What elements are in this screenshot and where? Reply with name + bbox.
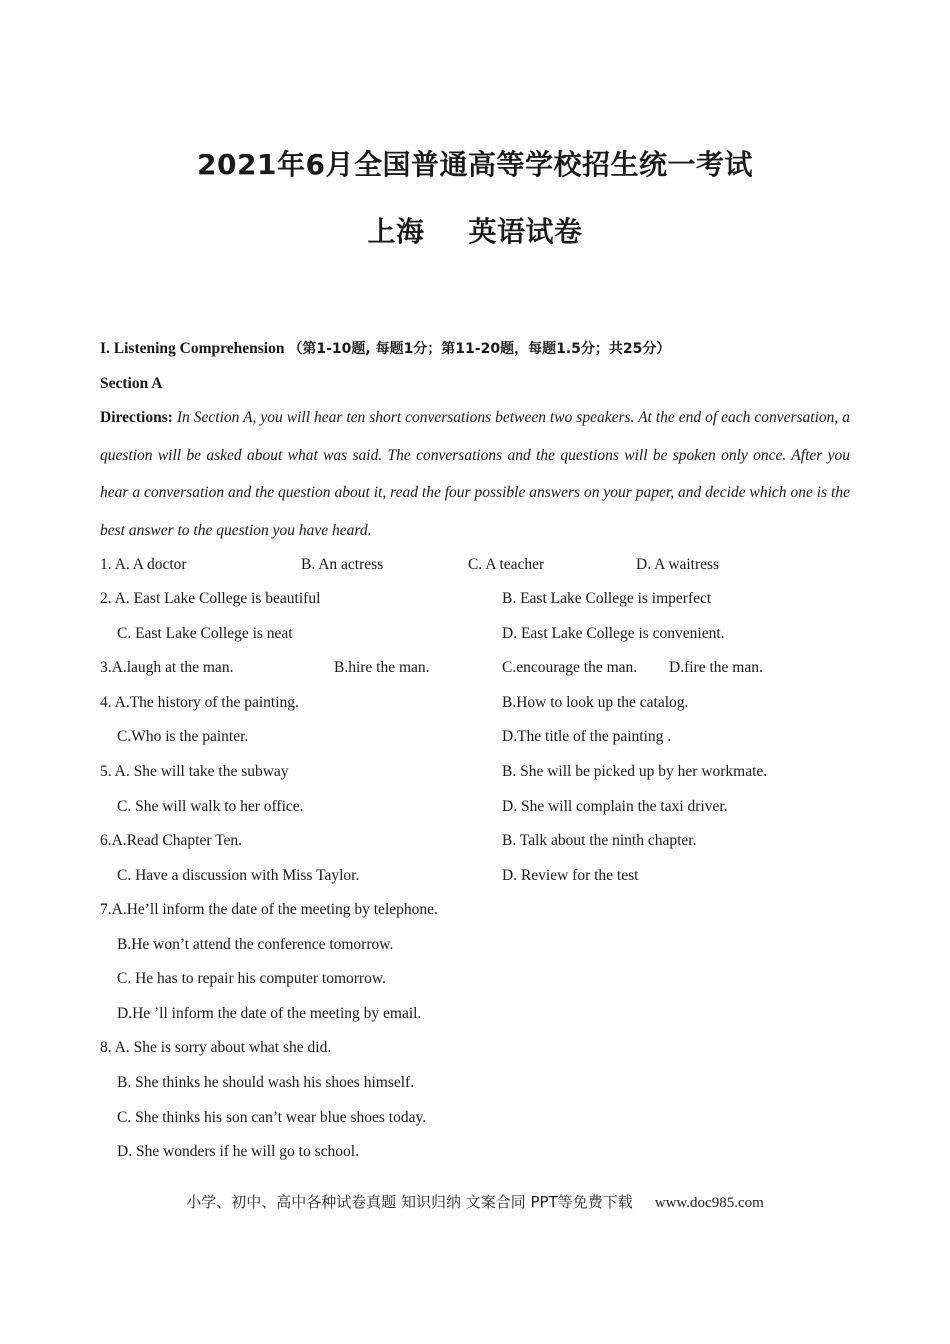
page-footer [0,1191,950,1212]
directions [100,399,850,549]
q3-option-b: B.hire the man. [334,659,430,676]
q6-option-b: B. Talk about the ninth chapter. [502,832,697,849]
q6-option-a: 6.A.Read Chapter Ten. [100,832,242,849]
q4-option-a: 4. A.The history of the painting. [100,694,299,711]
q8-option-a: 8. A. She is sorry about what she did. [100,1039,332,1056]
q8-option-d: D. She wonders if he will go to school. [117,1143,359,1160]
part-heading-title: I. Listening Comprehension [100,340,285,357]
q6-option-c: C. Have a discussion with Miss Taylor. [117,867,360,884]
q7-option-c: C. He has to repair his computer tomorrow. [117,970,386,987]
q7-option-a: 7.A.He’ll inform the date of the meeting by telephone. [100,901,438,918]
q8-option-c: C. She thinks his son can’t wear blue shoes today. [117,1109,427,1126]
q2-option-b: B. East Lake College is imperfect [502,590,712,607]
exam-subtitle [0,210,950,250]
q2-option-a: 2. A. East Lake College is beautiful [100,590,321,607]
footer-link[interactable]: www.doc985.com [654,1195,764,1211]
part-heading-note: （第1-10题, 每题1分；第11-20题，每题1.5分；共25分） [288,341,671,357]
q3-option-a: 3.A.laugh at the man. [100,659,234,676]
q5-option-a: 5. A. She will take the subway [100,763,289,780]
q5-option-c: C. She will walk to her office. [117,798,304,815]
q5-option-d: D. She will complain the taxi driver. [502,798,728,815]
q2-option-c: C. East Lake College is neat [117,625,293,642]
exam-title: 2021年6月全国普通高等学校招生统一考试 [197,148,753,181]
q1-option-a: 1. A. A doctor [100,556,187,573]
q3-option-c: C.encourage the man. [502,659,638,676]
q6-option-d: D. Review for the test [502,867,639,884]
q7-option-d: D.He ’ll inform the date of the meeting by email. [117,1005,422,1022]
footer-text: 小学、初中、高中各种试卷真题 知识归纳 文案合同 PPT等免费下载 [186,1193,633,1211]
q4-option-c: C.Who is the painter. [117,728,249,745]
q1-option-c: C. A teacher [468,556,545,573]
section-label: Section A [100,375,163,392]
q4-option-d: D.The title of the painting . [502,728,672,745]
subtitle-paper: 英语试卷 [468,215,583,248]
part-heading [100,339,670,359]
q7-option-b: B.He won’t attend the conference tomorrow. [117,936,394,953]
q3-option-d: D.fire the man. [669,659,763,676]
directions-label: Directions: [100,409,173,426]
q1-option-b: B. An actress [301,556,384,573]
subtitle-region: 上海 [367,215,425,248]
directions-text: In Section A, you will hear ten short conversations between two speakers. At the end of each conversation, a question will be asked about what was said. The conversations and the questions will be spoken only once. After you hear a conversation and the question about it, read the four possible answers on your paper, and decide which one is the best answer to the question you have heard. [100,409,851,539]
q2-option-d: D. East Lake College is convenient. [502,625,725,642]
q5-option-b: B. She will be picked up by her workmate. [502,763,768,780]
q1-option-d: D. A waitress [636,556,720,573]
q8-option-b: B. She thinks he should wash his shoes himself. [117,1074,415,1091]
q4-option-b: B.How to look up the catalog. [502,694,689,711]
